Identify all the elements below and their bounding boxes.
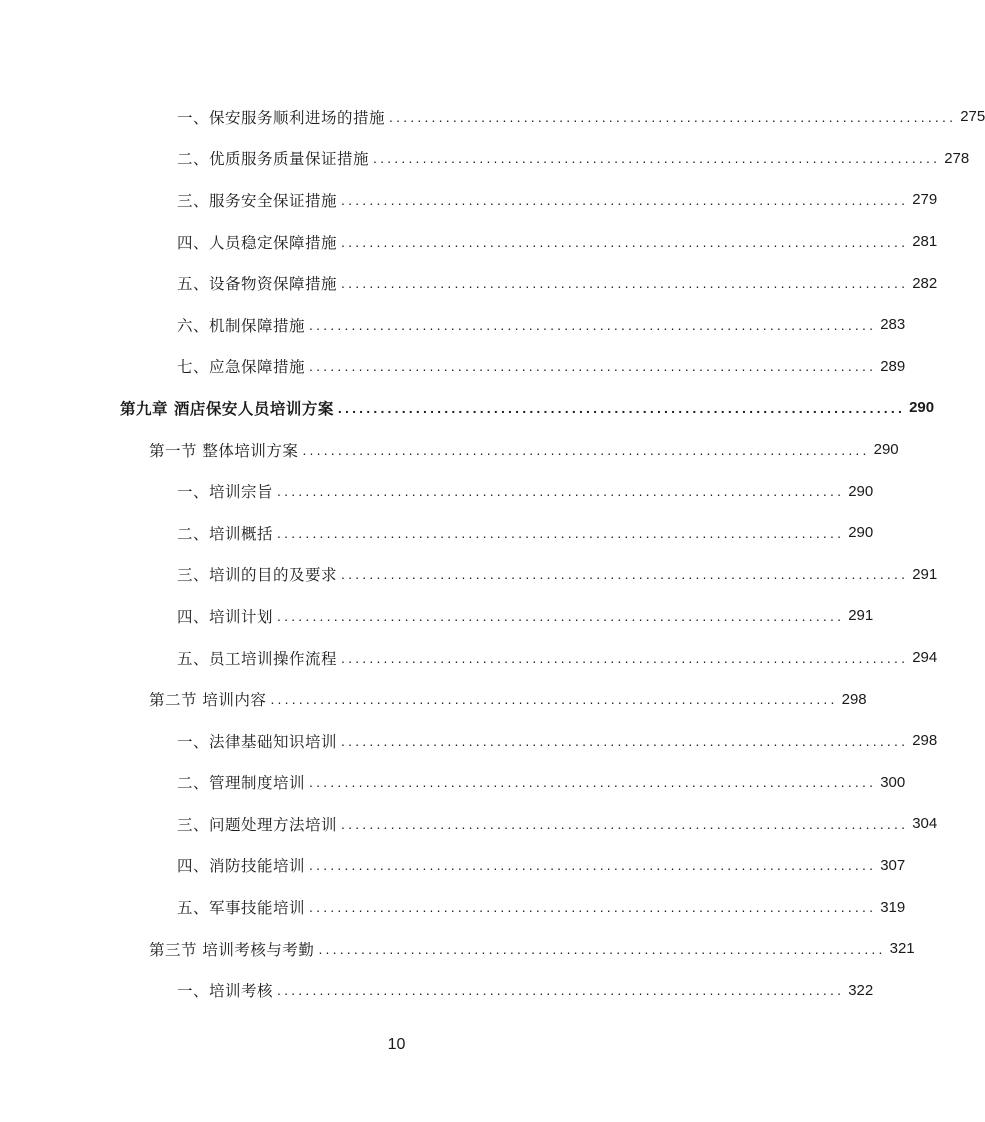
toc-entry-page: 298 <box>841 690 867 708</box>
toc-entry-page: 319 <box>880 898 906 916</box>
toc-entry[interactable] <box>0 637 938 679</box>
toc-entry[interactable] <box>0 720 938 762</box>
page-number: 10 <box>387 1036 406 1053</box>
table-of-contents <box>0 96 985 1011</box>
toc-entry[interactable] <box>0 762 906 804</box>
toc-entry[interactable] <box>0 221 938 263</box>
toc-entry-page: 294 <box>912 649 938 667</box>
toc-entry[interactable] <box>0 512 874 554</box>
toc-entry-label: 二、优质服务质量保证措施 <box>177 150 370 169</box>
toc-dot-leader: ................................................................................ <box>309 899 877 916</box>
toc-entry-page: 290 <box>848 524 874 542</box>
toc-entry[interactable] <box>0 470 874 512</box>
toc-entry[interactable] <box>0 179 938 221</box>
toc-dot-leader: ................................................................................ <box>309 774 877 791</box>
toc-dot-leader: ................................................................................ <box>302 441 870 458</box>
toc-dot-leader: ................................................................................ <box>373 150 941 167</box>
toc-entry-label: 三、问题处理方法培训 <box>177 815 338 834</box>
toc-dot-leader: ................................................................................ <box>318 940 886 957</box>
toc-entry-page: 282 <box>912 274 938 292</box>
toc-dot-leader: ................................................................................ <box>389 108 957 125</box>
toc-section-entry[interactable] <box>0 928 915 970</box>
toc-entry-label: 六、机制保障措施 <box>177 316 306 335</box>
toc-section-entry[interactable] <box>0 429 899 471</box>
toc-dot-leader: ................................................................................ <box>341 732 909 749</box>
toc-entry-label: 一、法律基础知识培训 <box>177 732 338 751</box>
toc-entry[interactable] <box>0 803 938 845</box>
toc-entry-label: 七、应急保障措施 <box>177 358 306 377</box>
toc-dot-leader: ................................................................................ <box>337 399 906 416</box>
toc-dot-leader: ................................................................................ <box>341 191 909 208</box>
toc-entry-label: 第一节 整体培训方案 <box>149 441 299 460</box>
toc-dot-leader: ................................................................................ <box>277 982 845 999</box>
toc-dot-leader: ................................................................................ <box>341 275 909 292</box>
toc-entry[interactable] <box>0 96 985 138</box>
toc-entry[interactable] <box>0 845 906 887</box>
toc-entry-label: 二、培训概括 <box>177 524 274 543</box>
toc-entry-page: 291 <box>848 607 874 625</box>
toc-chapter-entry[interactable] <box>0 387 935 429</box>
toc-dot-leader: ................................................................................ <box>309 857 877 874</box>
toc-entry-label: 五、设备物资保障措施 <box>177 275 338 294</box>
toc-dot-leader: ................................................................................ <box>341 649 909 666</box>
toc-entry-label: 第二节 培训内容 <box>149 691 267 710</box>
toc-dot-leader: ................................................................................ <box>341 815 909 832</box>
toc-entry-label: 三、培训的目的及要求 <box>177 566 338 585</box>
toc-dot-leader: ................................................................................ <box>309 316 877 333</box>
toc-entry[interactable] <box>0 554 938 596</box>
toc-entry[interactable] <box>0 138 970 180</box>
toc-dot-leader: ................................................................................ <box>309 358 877 375</box>
toc-entry[interactable] <box>0 262 938 304</box>
toc-entry[interactable] <box>0 969 874 1011</box>
toc-entry-label: 四、人员稳定保障措施 <box>177 233 338 252</box>
toc-dot-leader: ................................................................................ <box>341 233 909 250</box>
toc-entry[interactable] <box>0 886 906 928</box>
toc-entry-label: 五、员工培训操作流程 <box>177 649 338 668</box>
toc-entry-label: 第三节 培训考核与考勤 <box>149 940 315 959</box>
toc-entry-page: 278 <box>944 149 970 167</box>
toc-entry-page: 281 <box>912 233 938 251</box>
toc-entry-page: 298 <box>912 732 938 750</box>
toc-entry-page: 283 <box>880 316 906 334</box>
toc-entry-label: 一、保安服务顺利进场的措施 <box>177 108 386 127</box>
toc-entry-page: 321 <box>889 940 915 958</box>
toc-entry-page: 322 <box>848 981 874 999</box>
toc-dot-leader: ................................................................................ <box>270 691 838 708</box>
toc-entry-page: 307 <box>880 856 906 874</box>
toc-entry-page: 300 <box>880 773 906 791</box>
toc-entry-label: 三、服务安全保证措施 <box>177 191 338 210</box>
toc-dot-leader: ................................................................................ <box>277 483 845 500</box>
toc-entry[interactable] <box>0 304 906 346</box>
toc-entry-page: 289 <box>880 357 906 375</box>
toc-entry-label: 五、军事技能培训 <box>177 899 306 918</box>
toc-entry-label: 二、管理制度培训 <box>177 774 306 793</box>
toc-entry[interactable] <box>0 595 874 637</box>
toc-entry-page: 304 <box>912 815 938 833</box>
toc-entry-page: 290 <box>909 399 935 417</box>
toc-entry-label: 第九章 酒店保安人员培训方案 <box>120 399 334 418</box>
toc-entry-label: 一、培训考核 <box>177 982 274 1001</box>
toc-entry-page: 290 <box>848 482 874 500</box>
toc-dot-leader: ................................................................................ <box>277 524 845 541</box>
toc-entry-page: 290 <box>873 441 899 459</box>
toc-entry-page: 279 <box>912 191 938 209</box>
toc-entry-page: 291 <box>912 565 938 583</box>
toc-dot-leader: ................................................................................ <box>341 566 909 583</box>
toc-entry-label: 四、消防技能培训 <box>177 857 306 876</box>
toc-section-entry[interactable] <box>0 678 867 720</box>
toc-entry-page: 275 <box>960 108 985 126</box>
toc-entry-label: 四、培训计划 <box>177 607 274 626</box>
toc-dot-leader: ................................................................................ <box>277 607 845 624</box>
toc-entry[interactable] <box>0 346 906 388</box>
toc-entry-label: 一、培训宗旨 <box>177 483 274 502</box>
